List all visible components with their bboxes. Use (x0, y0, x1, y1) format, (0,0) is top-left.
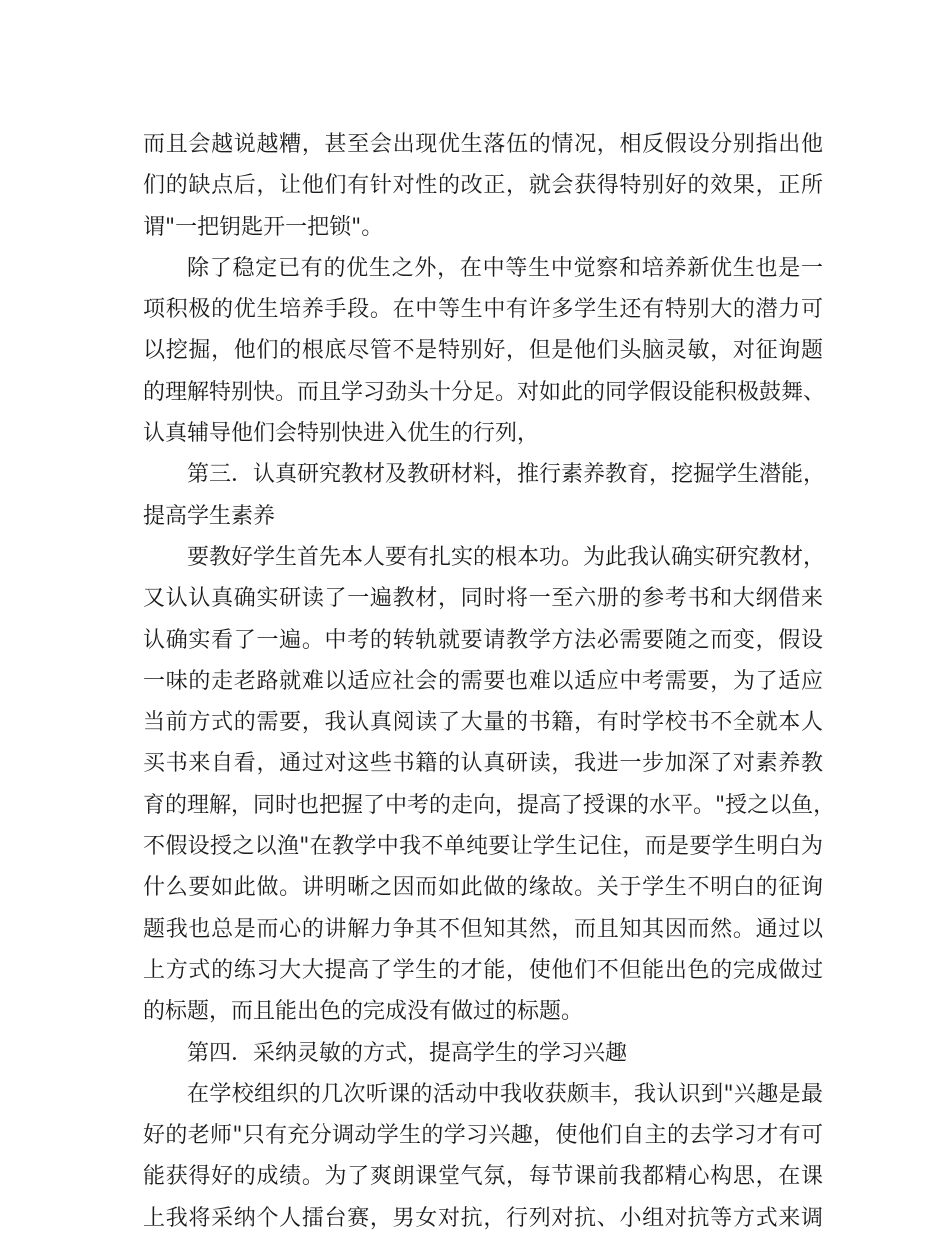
text-line: 以挖掘，他们的根底尽管不是特别好，但是他们头脑灵敏，对征询题 (143, 338, 823, 364)
text-line: 上我将采纳个人擂台赛，男女对抗，行列对抗、小组对抗等方式来调 (143, 1205, 823, 1231)
text-line: 买书来自看，通过对这些书籍的认真研读，我进一步加深了对素养教 (143, 751, 823, 777)
text-line: 项积极的优生培养手段。在中等生中有许多学生还有特别大的潜力可 (143, 297, 823, 323)
section-heading-line: 第三．认真研究教材及教研材料，推行素养教育，挖掘学生潜能， (187, 462, 826, 488)
text-line: 又认认真确实研读了一遍教材，同时将一至六册的参考书和大纲借来 (143, 586, 823, 612)
text-line: 认真辅导他们会特别快进入优生的行列， (143, 421, 540, 447)
text-line: 能获得好的成绩。为了爽朗课堂气氛，每节课前我都精心构思，在课 (143, 1164, 823, 1190)
text-line: 当前方式的需要，我认真阅读了大量的书籍，有时学校书不全就本人 (143, 710, 823, 736)
text-line: 好的老师"只有充分调动学生的学习兴趣，使他们自主的去学习才有可 (143, 1123, 823, 1149)
body-text (143, 124, 836, 1239)
text-line: 要教好学生首先本人要有扎实的根本功。为此我认确实研究教材， (187, 544, 826, 570)
text-line: 什么要如此做。讲明晰之因而如此做的缘故。关于学生不明白的征询 (143, 875, 823, 901)
text-line: 不假设授之以渔"在教学中我不单纯要让学生记住，而是要学生明白为 (143, 834, 823, 860)
text-line: 一味的走老路就难以适应社会的需要也难以适应中考需要，为了适应 (143, 668, 823, 694)
text-line: 的理解特别快。而且学习劲头十分足。对如此的同学假设能积极鼓舞、 (143, 379, 826, 405)
section-heading-line: 第四．采纳灵敏的方式，提高学生的学习兴趣 (187, 1040, 628, 1066)
text-line: 而且会越说越糟，甚至会出现优生落伍的情况，相反假设分别指出他 (143, 132, 823, 157)
text-line: 认确实看了一遍。中考的转轨就要请教学方法必需要随之而变，假设 (143, 627, 823, 653)
section-heading-line: 提高学生素养 (143, 503, 276, 529)
text-line: 除了稳定已有的优生之外，在中等生中觉察和培养新优生也是一 (187, 255, 823, 281)
text-line: 上方式的练习大大提高了学生的才能，使他们不但能出色的完成做过 (143, 957, 823, 983)
text-line: 们的缺点后，让他们有针对性的改正，就会获得特别好的效果，正所 (143, 173, 823, 199)
text-line: 育的理解，同时也把握了中考的走向，提高了授课的水平。"授之以鱼， (143, 792, 836, 818)
text-line: 题我也总是而心的讲解力争其不但知其然，而且知其因而然。通过以 (143, 916, 823, 942)
text-line: 的标题，而且能出色的完成没有做过的标题。 (143, 999, 584, 1025)
text-line: 谓"一把钥匙开一把锁"。 (143, 214, 384, 240)
text-line: 在学校组织的几次听课的活动中我收获颇丰，我认识到"兴趣是最 (187, 1081, 823, 1107)
